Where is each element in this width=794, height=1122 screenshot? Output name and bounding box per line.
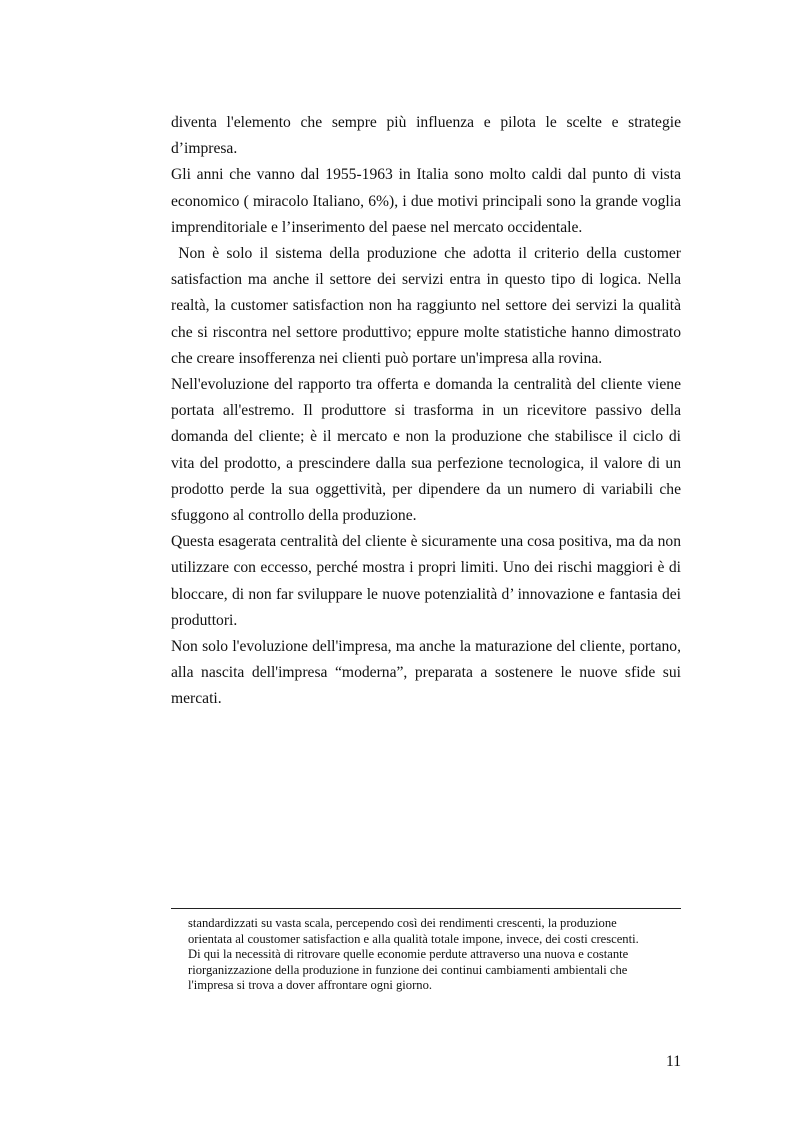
footnote-line: Di qui la necessità di ritrovare quelle economie perdute attraverso una nuova e costante <box>188 947 629 962</box>
body-text <box>171 110 685 713</box>
page-number: 11 <box>665 1053 681 1070</box>
footnote-line: orientata al coustomer satisfaction e alla qualità totale impone, invece, dei costi crescenti. <box>188 931 639 946</box>
paragraph: Nell'evoluzione del rapporto tra offerta e domanda la centralità del cliente viene portata all'estremo. Il produttore si trasforma in un ricevitore passivo della domanda del cliente; è il mercato e non la produzione che stabilisce il ciclo di vita del prodotto, a prescindere dalla sua perfezione tecnologica, il valore di un prodotto perde la sua oggettività, per dipendere da un numero di variabili che sfuggono al controllo della produzione. <box>171 376 681 525</box>
paragraph: Questa esagerata centralità del cliente è sicuramente una cosa positiva, ma da non utilizzare con eccesso, perché mostra i propri limiti. Uno dei rischi maggiori è di bloccare, di non far sviluppare le nuove potenzialità d’ innovazione e fantasia dei produttori. <box>171 533 681 629</box>
footnote-separator <box>171 908 681 909</box>
footnote <box>188 916 678 994</box>
paragraph: diventa l'elemento che sempre più influenza e pilota le scelte e strategie d’impresa. <box>171 114 681 158</box>
paragraph: Gli anni che vanno dal 1955-1963 in Italia sono molto caldi dal punto di vista economico ( miracolo Italiano, 6%), i due motivi principali sono la grande voglia imprenditoriale e l’inserimento del paese nel mercato occidentale. <box>171 166 681 236</box>
paragraph: Non solo l'evoluzione dell'impresa, ma anche la maturazione del cliente, portano, alla nascita dell'impresa “moderna”, preparata a sostenere le nuove sfide sui mercati. <box>171 638 681 708</box>
footnote-line: riorganizzazione della produzione in funzione dei continui cambiamenti ambientali che <box>188 962 628 977</box>
paragraph: Non è solo il sistema della produzione che adotta il criterio della customer satisfaction ma anche il settore dei servizi entra in questo tipo di logica. Nella realtà, la customer satisfaction non ha raggiunto nel settore dei servizi la qualità che si riscontra nel settore produttivo; eppure molte statistiche hanno dimostrato che creare insofferenza nei clienti può portare un'impresa alla rovina. <box>171 245 685 367</box>
footnote-line: l'impresa si trova a dover affrontare ogni giorno. <box>188 978 433 993</box>
footnote-line: standardizzati su vasta scala, percependo così dei rendimenti crescenti, la produzione <box>188 916 617 930</box>
